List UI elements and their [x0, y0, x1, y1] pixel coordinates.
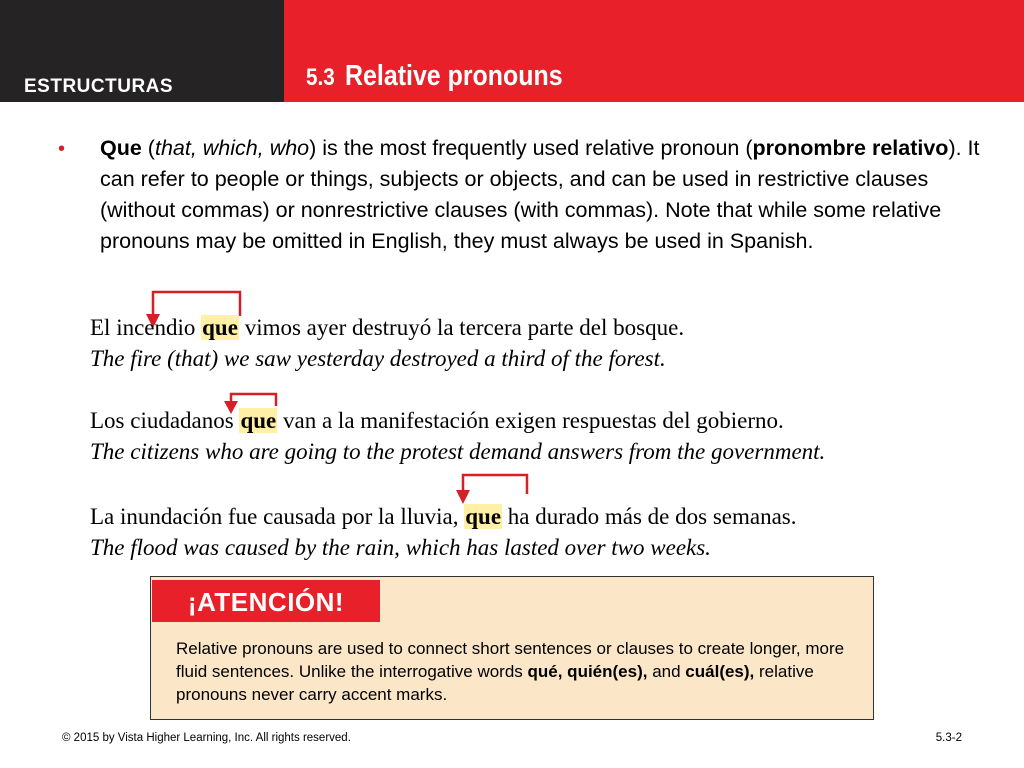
example-2-english: The citizens who are going to the protest demand answers from the government.: [90, 439, 826, 464]
attention-text: [176, 637, 866, 706]
example-2: [90, 405, 825, 467]
cual-bold: cuál(es),: [685, 662, 755, 681]
attention-text-part: Relative pronouns are used to connect short sentences or clauses to create longer, more fluid sentences. Unlike the interrogative words: [176, 639, 845, 681]
es-text: Los ciudadanos: [90, 408, 240, 433]
que-highlight: que: [240, 408, 277, 433]
example-3-spanish: [90, 501, 797, 532]
que-highlight: que: [202, 315, 238, 340]
copyright: © 2015 by Vista Higher Learning, Inc. All rights reserved.: [62, 732, 351, 744]
term-pronombre-relativo: pronombre relativo: [752, 136, 949, 160]
gloss: that, which, who: [154, 136, 310, 160]
paragraph-rest: ). It can refer to people or things, subjects or objects, and can be used in restrictive clauses (without commas) or nonrestrictive clauses (with commas). Note that while some relative pronouns may be omitted in English, they must always be used in Spanish.: [100, 136, 980, 253]
attention-text-part: and: [647, 662, 686, 681]
arrow-3: [463, 475, 527, 500]
section-number: 5.3: [306, 64, 335, 91]
paragraph-text: ) is the most frequently used relative pronoun (: [309, 136, 753, 160]
es-text: ha durado más de dos semanas.: [502, 504, 797, 529]
es-text: vimos ayer destruyó la tercera parte del bosque.: [238, 315, 685, 340]
term-que: Que: [100, 136, 142, 160]
es-text: El incendio: [90, 315, 202, 340]
page-number: 5.3-2: [935, 732, 962, 744]
que-highlight: que: [465, 504, 502, 529]
title-text: Relative pronouns: [345, 60, 563, 92]
es-text: van a la manifestación exigen respuestas del gobierno.: [277, 408, 784, 433]
example-3: [90, 501, 797, 563]
example-3-english: The flood was caused by the rain, which has lasted over two weeks.: [90, 535, 711, 560]
gloss-open: (: [141, 136, 155, 160]
bullet-marker: •: [58, 138, 66, 160]
attention-text-part: relative pronouns never carry accent marks.: [176, 662, 814, 704]
example-2-spanish: [90, 405, 825, 436]
interrogatives-bold: qué, quién(es),: [527, 662, 648, 681]
section-label: ESTRUCTURAS: [24, 76, 174, 97]
example-1-spanish: [90, 312, 684, 343]
example-1-english: The fire (that) we saw yesterday destroyed a third of the forest.: [90, 346, 666, 371]
es-text: La inundación fue causada por la lluvia,: [90, 504, 465, 529]
example-1: [90, 312, 684, 374]
attention-heading: ¡ATENCIÓN!: [152, 580, 380, 622]
